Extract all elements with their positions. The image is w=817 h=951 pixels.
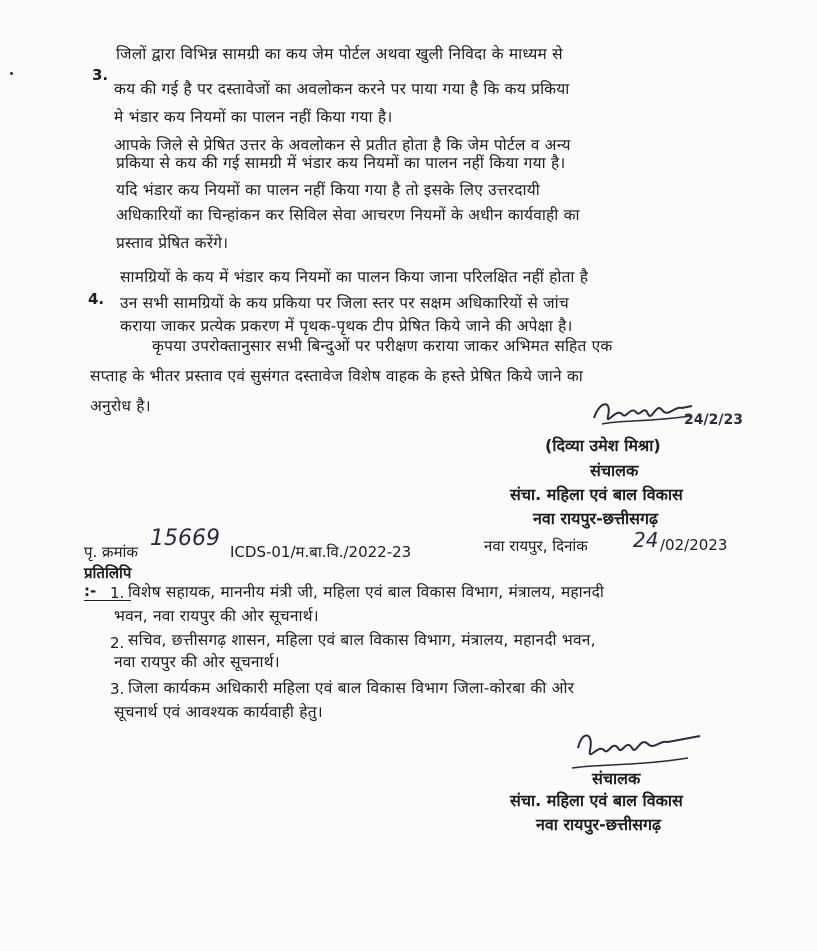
copy-item-line: भवन, नवा रायपुर की ओर सूचनार्थ।: [114, 607, 319, 625]
handwritten-date: 24/2/23: [684, 412, 743, 428]
paragraph-line: सप्ताह के भीतर प्रस्ताव एवं सुसंगत दस्तावेज विशेष वाहक के हस्ते प्रेषित किये जाने का: [90, 367, 584, 385]
office-name: संचा. महिला एवं बाल विकास: [510, 791, 683, 810]
place-date-prefix: नवा रायपुर, दिनांक: [484, 537, 588, 555]
paragraph-line: प्रस्ताव प्रेषित करेंगे।: [116, 234, 229, 252]
date-suffix: /02/2023: [660, 536, 728, 554]
office-place: नवा रायपुर-छत्तीसगढ़: [536, 815, 661, 834]
copy-item-line: जिला कार्यकम अधिकारी महिला एवं बाल विकास विभाग जिला-कोरबा की ओर: [128, 679, 575, 697]
paragraph-line: उन सभी सामग्रियों के कय प्रकिया पर जिला स्तर पर सक्षम अधिकारियों से जांच: [120, 294, 569, 312]
paragraph-line: कराया जाकर प्रत्येक प्रकरण में पृथक-पृथक टीप प्रेषित किये जाने की अपेक्षा है।: [120, 317, 573, 335]
paragraph-line: आपके जिले से प्रेषित उत्तर के अवलोकन से प्रतीत होता है कि जेम पोर्टल व अन्य: [114, 136, 571, 154]
paragraph-line: प्रकिया से कय की गई सामग्री में भंडार कय नियमों का पालन नहीं किया गया है।: [116, 154, 566, 172]
paragraph-line: सामग्रियों के कय में भंडार कय नियमों का पालन किया जाना परिलक्षित नहीं होता है: [120, 268, 589, 286]
office-name: संचा. महिला एवं बाल विकास: [510, 485, 683, 504]
paragraph-line: अधिकारियों का चिन्हांकन कर सिविल सेवा आचरण नियमों के अधीन कार्यवाही का: [116, 206, 580, 224]
copy-item-line: नवा रायपुर की ओर सूचनार्थ।: [114, 653, 280, 671]
signatory-designation: संचालक: [590, 461, 639, 480]
copy-item-line: विशेष सहायक, माननीय मंत्री जी, महिला एवं बाल विकास विभाग, मंत्रालय, महानदी: [128, 583, 605, 601]
reference-code: ICDS-01/म.बा.वि./2022-23: [230, 543, 412, 561]
paragraph-line: जिलों द्वारा विभिन्न सामग्री का कय जेम पोर्टल अथवा खुली निविदा के माध्यम से: [116, 45, 563, 63]
signatory-designation: संचालक: [592, 769, 641, 788]
copy-item-line: सचिव, छत्तीसगढ़ शासन, महिला एवं बाल विकास विभाग, मंत्रालय, महानदी भवन,: [128, 631, 596, 649]
paragraph-line: कृपया उपरोक्तानुसार सभी बिन्दुओं पर परीक्षण कराया जाकर अभिमत सहित एक: [152, 337, 613, 355]
scan-speck: [10, 72, 13, 75]
paragraph-line: अनुरोध है।: [90, 397, 151, 415]
copy-item-number: 3.: [110, 680, 125, 698]
copy-item-number: 2.: [110, 634, 125, 652]
office-place: नवा रायपुर-छत्तीसगढ़: [533, 509, 658, 528]
copy-item-line: सूचनार्थ एवं आवश्यक कार्यवाही हेतु।: [114, 703, 323, 721]
signatory-name: (दिव्या उमेश मिश्रा): [545, 436, 661, 455]
copy-heading: प्रतिलिपि :-: [84, 564, 132, 600]
point-number: 3.: [92, 66, 109, 84]
reference-prefix: पृ. क्रमांक: [84, 543, 138, 561]
handwritten-day: 24: [633, 528, 659, 552]
paragraph-line: यदि भंडार कय नियमों का पालन नहीं किया गया है तो इसके लिए उत्तरदायी: [116, 181, 540, 199]
paragraph-line: कय की गई है पर दस्तावेजों का अवलोकन करने पर पाया गया है कि कय प्रकिया: [114, 80, 570, 98]
point-number: 4.: [88, 290, 105, 308]
paragraph-line: मे भंडार कय नियमों का पालन नहीं किया गया है।: [114, 108, 393, 126]
handwritten-reference-number: 15669: [150, 526, 220, 551]
handwritten-signature: [590, 396, 696, 432]
copy-item-number: 1.: [110, 584, 125, 602]
